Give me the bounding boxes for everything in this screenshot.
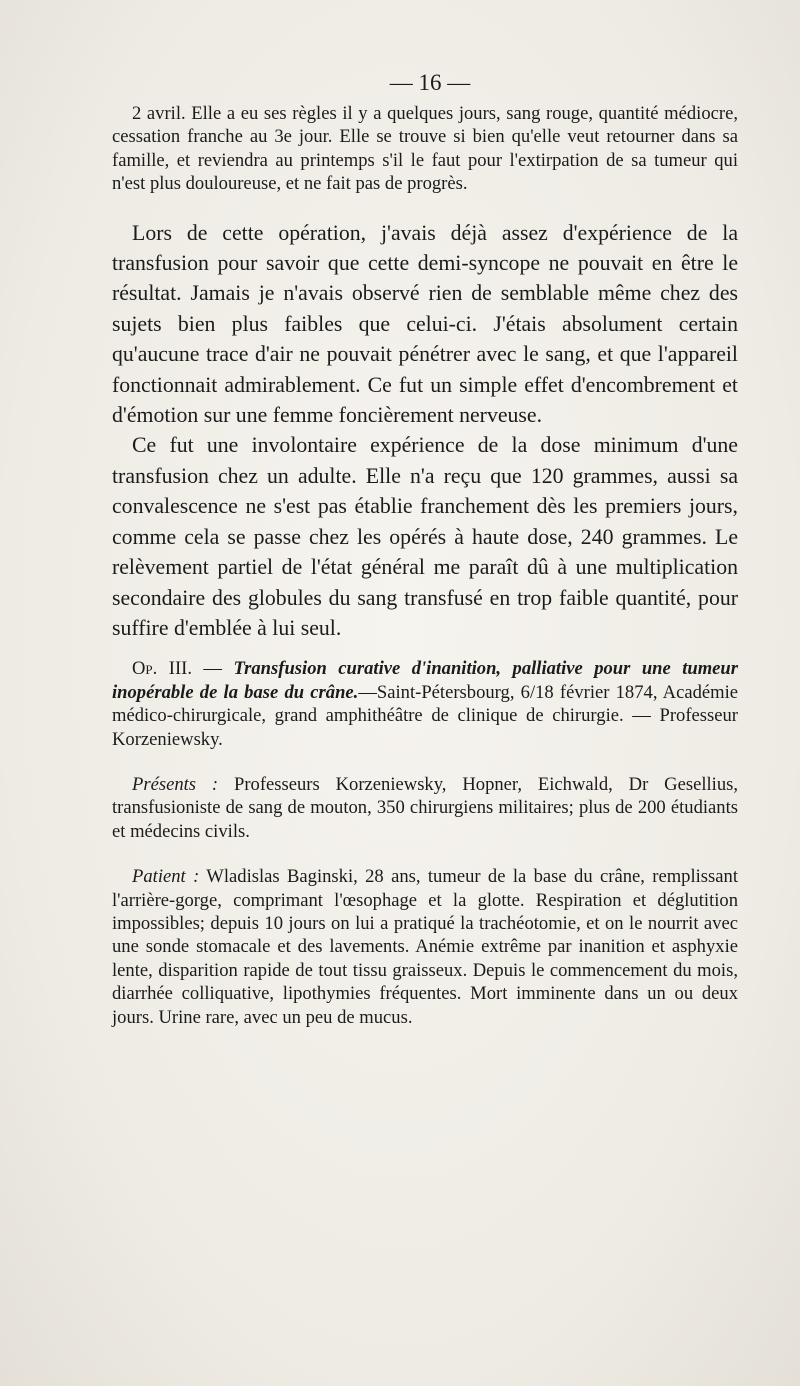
operation-dash: — xyxy=(191,658,234,680)
patient-text: Wladislas Baginski, 28 ans, tumeur de la base du crâne, remplissant l'arrière-gorge, comprimant l'œsophage et la glotte. Respiration et déglutition impossibles; depuis 10 jours on lui a pratiqué la trachéotomie, et on le nourrit avec une sonde stomacale et des lavements. Anémie extrême par inanition et asphyxie lente, disparition rapide de tout tissu graisseux. Depuis le commencement du mois, diarrhée colliquative, lipothymies fréquentes. Mort imminente dans un ou deux jours. Urine rare, avec un peu de mucus. xyxy=(112,866,738,1028)
paragraph-operation-three xyxy=(112,657,738,751)
paragraph-minimum-dose: Ce fut une involontaire expérience de la dose minimum d'une transfusion chez un adulte. Elle n'a reçu que 120 grammes, aussi sa convalescence ne s'est pas établie franchement dès les premiers jours, comme cela se passe chez les opérés à haute dose, 240 grammes. Le relèvement partiel de l'état général me paraît dû à une multiplication secondaire des globules du sang transfusé en trop faible quantité, pour suffire d'emblée à lui seul. xyxy=(112,433,738,640)
paragraph-patient xyxy=(112,865,738,1029)
paragraph-presents xyxy=(112,773,738,843)
patient-label: Patient : xyxy=(132,866,200,888)
paragraph-operation-experience: Lors de cette opération, j'avais déjà assez d'expérience de la transfusion pour savoir que cette demi-syncope ne pouvait en être le résultat. Jamais je n'avais observé rien de semblable même chez des sujets bien plus faibles que celui-ci. J'étais absolument certain qu'aucune trace d'air ne pouvait pénétrer avec le sang, et que l'appareil fonctionnait admirablement. Ce fut un simple effet d'encombrement et d'émotion sur une femme foncièrement nerveuse. xyxy=(112,220,738,428)
operation-details: —Saint-Pétersbourg, 6/18 février 1874, Académie médico-chirurgicale, grand amphithéâtre de clinique de chirurgie. — Professeur Korzeniewsky. xyxy=(112,681,739,750)
page-number: — 16 — xyxy=(389,70,471,95)
operation-title: Transfusion curative d'inanition, palliative pour une tumeur inopérable de la base du crâne. xyxy=(112,658,739,703)
page-content xyxy=(112,68,738,1029)
presents-text: Professeurs Korzeniewsky, Hopner, Eichwald, Dr Gesellius, transfusioniste de sang de mouton, 350 chirurgiens militaires; plus de 200 étudiants et médecins civils. xyxy=(112,773,739,842)
presents-label: Présents : xyxy=(132,773,219,795)
operation-label: Op. III. xyxy=(132,658,192,680)
paragraph-april-2: 2 avril. Elle a eu ses règles il y a quelques jours, sang rouge, quantité médiocre, cessation franche au 3e jour. Elle se trouve si bien qu'elle veut retourner dans sa famille, et reviendra au printemps s'il le faut pour l'extirpation de sa tumeur qui n'est plus douloureuse, et ne fait pas de progrès. xyxy=(112,103,738,195)
